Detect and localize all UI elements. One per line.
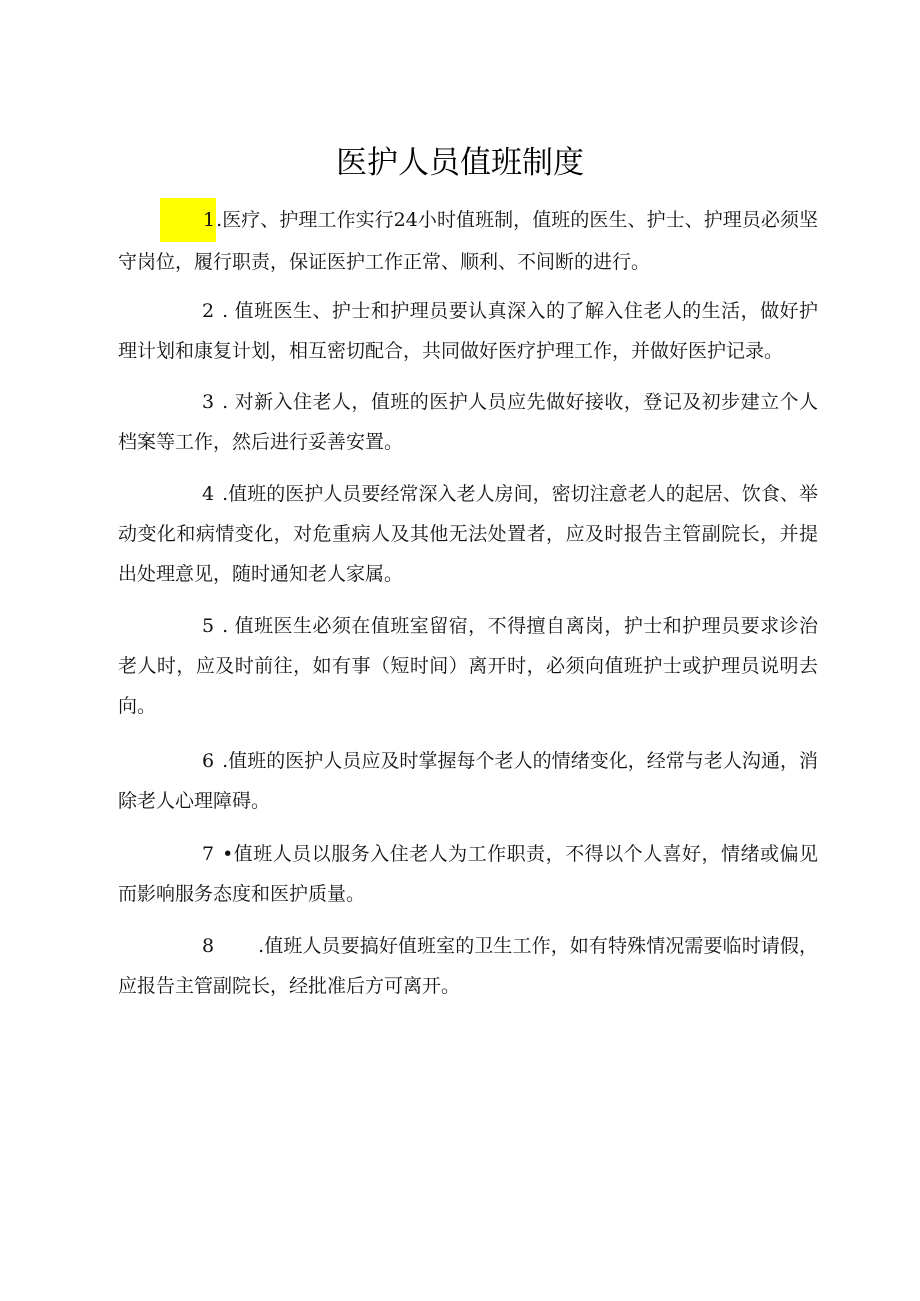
rule-item-8 xyxy=(118,926,818,1006)
rule-text: •值班人员以服务入住老人为工作职责，不得以个人喜好，情绪或偏见而影响服务态度和医护质量。 xyxy=(118,843,818,905)
document-title: 医护人员值班制度 xyxy=(336,145,584,181)
rule-item-1 xyxy=(118,198,818,282)
rule-number: 7 xyxy=(202,843,215,865)
rule-item-4 xyxy=(118,474,818,594)
rule-number: 8 xyxy=(202,935,215,957)
rule-number: 2 xyxy=(202,300,215,322)
rule-item-7 xyxy=(118,834,818,914)
rule-text: .值班的医护人员应及时掌握每个老人的情绪变化，经常与老人沟通，消除老人心理障碍。 xyxy=(118,750,818,812)
rule-item-6 xyxy=(118,741,818,821)
rule-number: 6 xyxy=(202,750,215,772)
rule-number: 3 xyxy=(202,391,215,413)
rule-text: . 对新入住老人，值班的医护人员应先做好接收，登记及初步建立个人档案等工作，然后进行妥善安置。 xyxy=(118,391,818,453)
rule-item-2 xyxy=(118,291,818,371)
rule-text: . 值班医生必须在值班室留宿，不得擅自离岗，护士和护理员要求诊治老人时，应及时前往，如有事（短时间）离开时，必须向值班护士或护理员说明去向。 xyxy=(118,615,818,717)
rule-text: . 值班医生、护士和护理员要认真深入的了解入住老人的生活，做好护理计划和康复计划，相互密切配合，共同做好医疗护理工作，并做好医护记录。 xyxy=(118,300,818,362)
rule-item-5 xyxy=(118,606,818,726)
rule-number-highlighted: 1 xyxy=(160,198,216,242)
rule-text: .医疗、护理工作实行24小时值班制，值班的医生、护士、护理员必须坚守岗位，履行职责，保证医护工作正常、顺利、不间断的进行。 xyxy=(118,209,818,273)
rule-text: .值班的医护人员要经常深入老人房间，密切注意老人的起居、饮食、举动变化和病情变化，对危重病人及其他无法处置者，应及时报告主管副院长，并提出处理意见，随时通知老人家属。 xyxy=(118,483,818,585)
rule-text: .值班人员要搞好值班室的卫生工作，如有特殊情况需要临时请假，应报告主管副院长，经批准后方可离开。 xyxy=(118,935,818,997)
rule-number: 5 xyxy=(202,615,215,637)
rule-item-3 xyxy=(118,382,818,462)
rule-number: 4 xyxy=(202,483,215,505)
